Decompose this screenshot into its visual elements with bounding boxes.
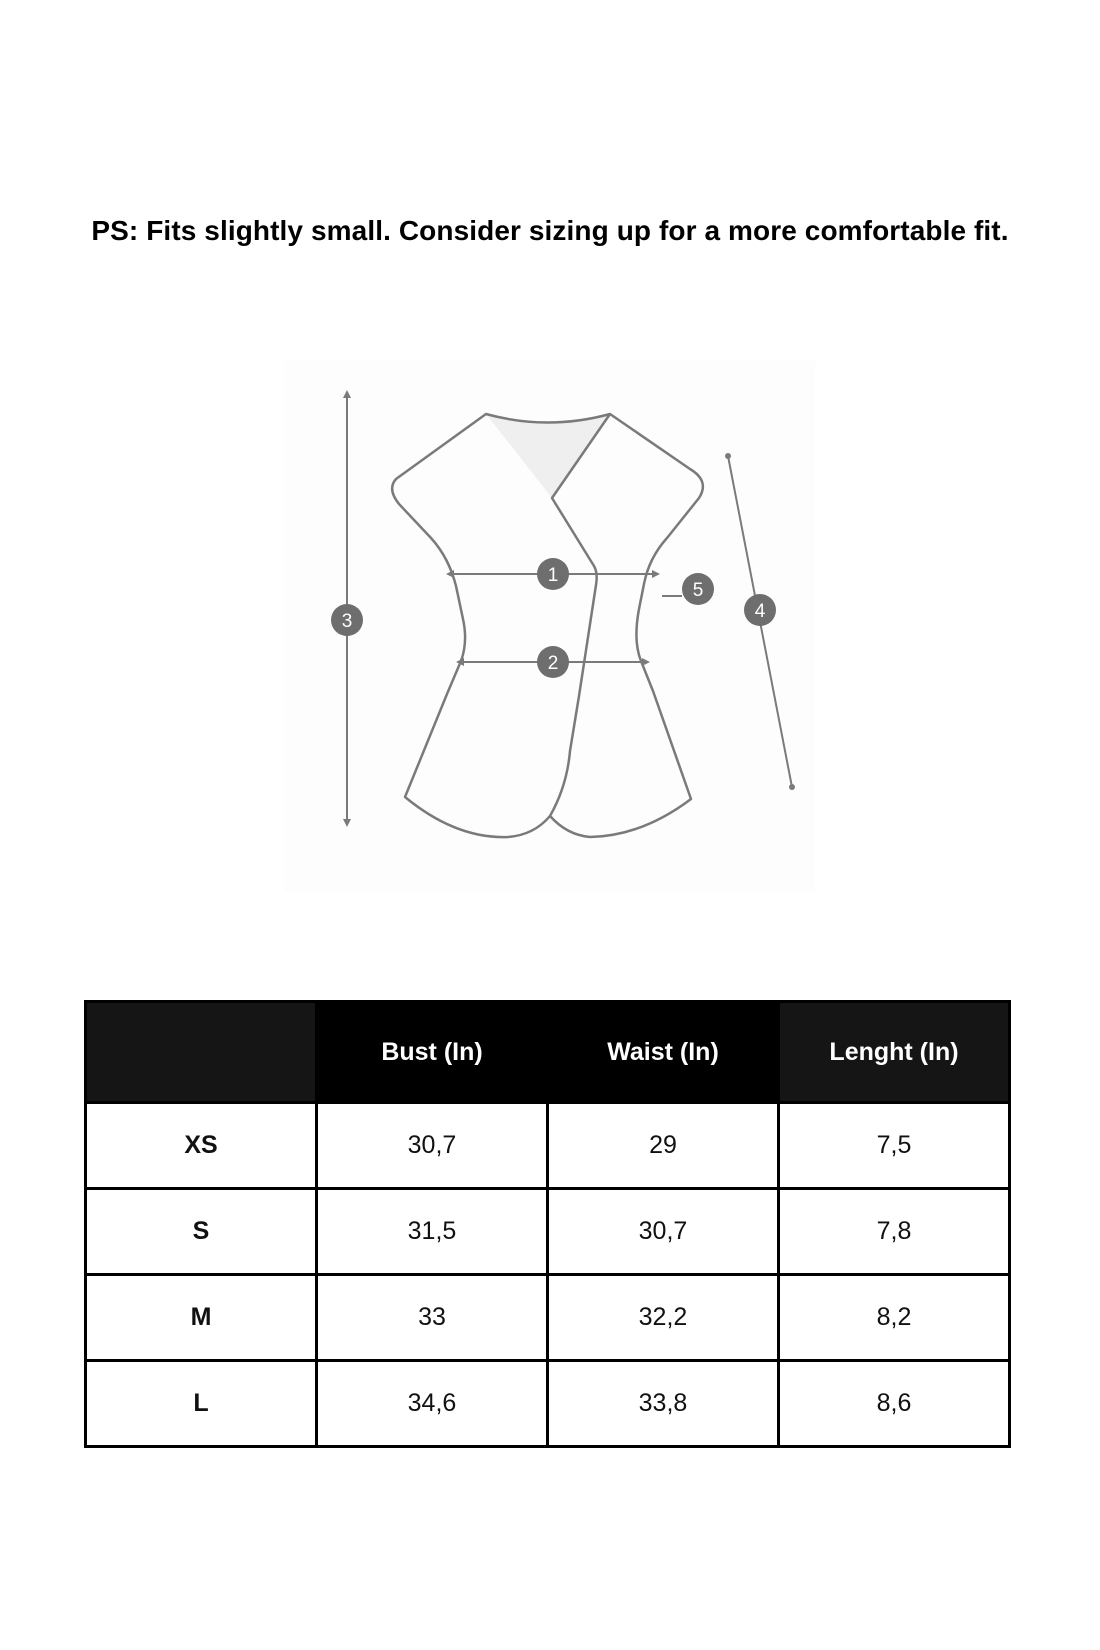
marker-2 [537,646,569,678]
size-cell: L [86,1361,317,1447]
table-row [86,1275,1010,1361]
table-header-row [86,1002,1010,1103]
neckline-inset [486,414,610,498]
size-cell: M [86,1275,317,1361]
header-size [86,1002,317,1103]
marker-4 [744,594,776,626]
marker-1-label: 1 [547,565,559,586]
waist-cell: 29 [548,1103,779,1189]
bust-cell: 33 [317,1275,548,1361]
marker-1 [537,558,569,590]
marker-3-label: 3 [341,611,353,632]
length-cell: 7,8 [779,1189,1010,1275]
marker-2-label: 2 [547,653,559,674]
table-row [86,1189,1010,1275]
header-length: Lenght (In) [779,1002,1010,1103]
marker-5-label: 5 [692,580,704,601]
marker-5 [682,573,714,605]
header-bust: Bust (In) [317,1002,548,1103]
bust-cell: 31,5 [317,1189,548,1275]
size-cell: S [86,1189,317,1275]
bust-cell: 34,6 [317,1361,548,1447]
waist-cell: 32,2 [548,1275,779,1361]
length-cell: 8,2 [779,1275,1010,1361]
size-cell: XS [86,1103,317,1189]
size-chart-table [84,1000,1011,1448]
table-row [86,1103,1010,1189]
fit-note: PS: Fits slightly small. Consider sizing up for a more comfortable fit. [91,215,1009,246]
marker-4-label: 4 [754,601,766,622]
table-row [86,1361,1010,1447]
marker-3 [331,604,363,636]
vest-outline-illustration [284,361,815,892]
header-waist: Waist (In) [548,1002,779,1103]
bust-cell: 30,7 [317,1103,548,1189]
waist-cell: 30,7 [548,1189,779,1275]
length-cell: 8,6 [779,1361,1010,1447]
garment-measurement-diagram [284,361,815,892]
length-cell: 7,5 [779,1103,1010,1189]
waist-cell: 33,8 [548,1361,779,1447]
